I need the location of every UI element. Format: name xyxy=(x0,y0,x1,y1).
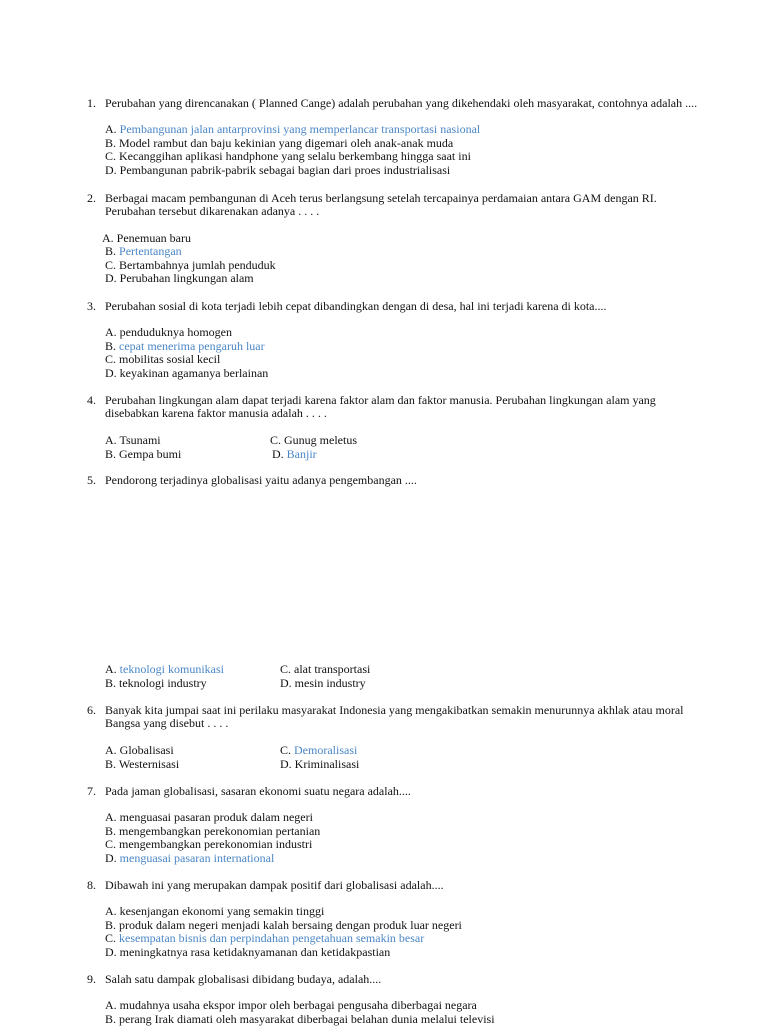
question-number: 7. xyxy=(87,784,96,798)
question-number: 9. xyxy=(87,972,96,986)
option-c: C. mengembangkan perekonomian industri xyxy=(105,837,313,852)
answer-highlight: kesempatan bisnis dan perpindahan pengetahuan semakin besar xyxy=(119,931,425,946)
option-c: C. Gunug meletus xyxy=(270,432,358,447)
question-number: 1. xyxy=(87,96,96,110)
question-1 xyxy=(0,97,768,177)
question-number: 6. xyxy=(87,703,96,717)
option-a: A. mudahnya usaha ekspor impor oleh berbagai pengusaha diberbagai negara xyxy=(105,998,477,1013)
question-8 xyxy=(0,879,768,959)
question-number: 2. xyxy=(87,191,96,205)
option-b: B. Model rambut dan baju kekinian yang digemari oleh anak-anak muda xyxy=(105,135,454,150)
option-c: C. Kecanggihan aplikasi handphone yang selalu berkembang hingga saat ini xyxy=(105,149,471,164)
option-d: D. Banjir xyxy=(272,446,317,461)
option-a: A. Globalisasi xyxy=(105,742,174,757)
answer-highlight: teknologi komunikasi xyxy=(119,662,224,676)
option-c: C. mobilitas sosial kecil xyxy=(105,352,221,367)
question-5-options xyxy=(0,663,768,691)
question-5 xyxy=(0,474,768,487)
question-text: Pada jaman globalisasi, sasaran ekonomi suatu negara adalah.... xyxy=(105,784,411,798)
option-d: D. menguasai pasaran international xyxy=(105,850,275,865)
question-number: 5. xyxy=(87,473,96,487)
option-d: D. keyakinan agamanya berlainan xyxy=(105,365,269,380)
option-b: B. mengembangkan perekonomian pertanian xyxy=(105,823,321,838)
question-text: Perubahan sosial di kota terjadi lebih cepat dibandingkan dengan di desa, hal ini terjadi karena di kota.... xyxy=(105,299,607,313)
question-text: Berbagai macam pembangunan di Aceh terus berlangsung setelah tercapainya perdamaian antara GAM dengan RI. Perubahan tersebut dikarenakan adanya . . . . xyxy=(105,191,657,219)
option-a: A. Pembangunan jalan antarprovinsi yang memperlancar transportasi nasional xyxy=(105,122,481,137)
answer-highlight: Demoralisasi xyxy=(294,742,358,757)
option-b: B. Gempa bumi xyxy=(105,446,182,461)
option-a: A. Tsunami xyxy=(105,432,161,447)
option-a: A. Penemuan baru xyxy=(102,230,191,245)
question-number: 8. xyxy=(87,878,96,892)
question-7 xyxy=(0,785,768,865)
question-4 xyxy=(0,394,768,462)
option-d: D. Pembangunan pabrik-pabrik sebagai bagian dari proes industrialisasi xyxy=(105,162,451,177)
question-number: 4. xyxy=(87,393,96,407)
answer-highlight: cepat menerima pengaruh luar xyxy=(119,338,265,353)
option-b: B. Westernisasi xyxy=(105,756,180,771)
option-c: C. Bertambahnya jumlah penduduk xyxy=(105,257,276,272)
answer-highlight: Pembangunan jalan antarprovinsi yang memperlancar transportasi nasional xyxy=(119,122,481,137)
option-b: B. Pertentangan xyxy=(105,244,182,259)
option-c: C. Demoralisasi xyxy=(280,742,358,757)
question-6 xyxy=(0,704,768,772)
question-number: 3. xyxy=(87,299,96,313)
question-text: Perubahan lingkungan alam dapat terjadi karena faktor alam dan faktor manusia. Perubahan lingkungan alam yang disebabkan karena faktor manusia adalah . . . . xyxy=(105,393,656,421)
option-d: D. Perubahan lingkungan alam xyxy=(105,271,254,286)
question-text: Perubahan yang direncanakan ( Planned Cange) adalah perubahan yang dikehendaki oleh masyarakat, contohnya adalah .... xyxy=(105,96,698,110)
option-c: C. alat transportasi xyxy=(280,662,371,676)
question-text: Dibawah ini yang merupakan dampak positif dari globalisasi adalah.... xyxy=(105,878,444,892)
question-3 xyxy=(0,300,768,380)
option-a: A. kesenjangan ekonomi yang semakin tinggi xyxy=(105,904,325,919)
option-a: A. teknologi komunikasi xyxy=(105,662,224,676)
option-a: A. penduduknya homogen xyxy=(105,325,232,340)
option-b: B. cepat menerima pengaruh luar xyxy=(105,338,265,353)
option-d: D. mesin industry xyxy=(280,676,366,690)
option-b: B. teknologi industry xyxy=(105,676,207,690)
question-2 xyxy=(0,192,768,285)
option-b: B. produk dalam negeri menjadi kalah bersaing dengan produk luar negeri xyxy=(105,917,462,932)
option-c: C. kesempatan bisnis dan perpindahan pengetahuan semakin besar xyxy=(105,931,425,946)
question-text: Banyak kita jumpai saat ini perilaku masyarakat Indonesia yang mengakibatkan semakin menurunnya akhlak atau moral Bangsa yang disebut . . . . xyxy=(105,703,684,731)
question-text: Pendorong terjadinya globalisasi yaitu adanya pengembangan .... xyxy=(105,473,417,487)
answer-highlight: menguasai pasaran international xyxy=(119,850,275,865)
option-a: A. menguasai pasaran produk dalam negeri xyxy=(105,810,313,825)
answer-highlight: Banjir xyxy=(286,446,317,461)
option-b: B. perang Irak diamati oleh masyarakat diberbagai belahan dunia melalui televisi xyxy=(105,1011,495,1026)
question-9 xyxy=(0,973,768,1026)
option-d: D. Kriminalisasi xyxy=(280,756,360,771)
answer-highlight: Pertentangan xyxy=(119,244,182,259)
question-text: Salah satu dampak globalisasi dibidang budaya, adalah.... xyxy=(105,972,382,986)
option-d: D. meningkatnya rasa ketidaknyamanan dan ketidakpastian xyxy=(105,944,391,959)
